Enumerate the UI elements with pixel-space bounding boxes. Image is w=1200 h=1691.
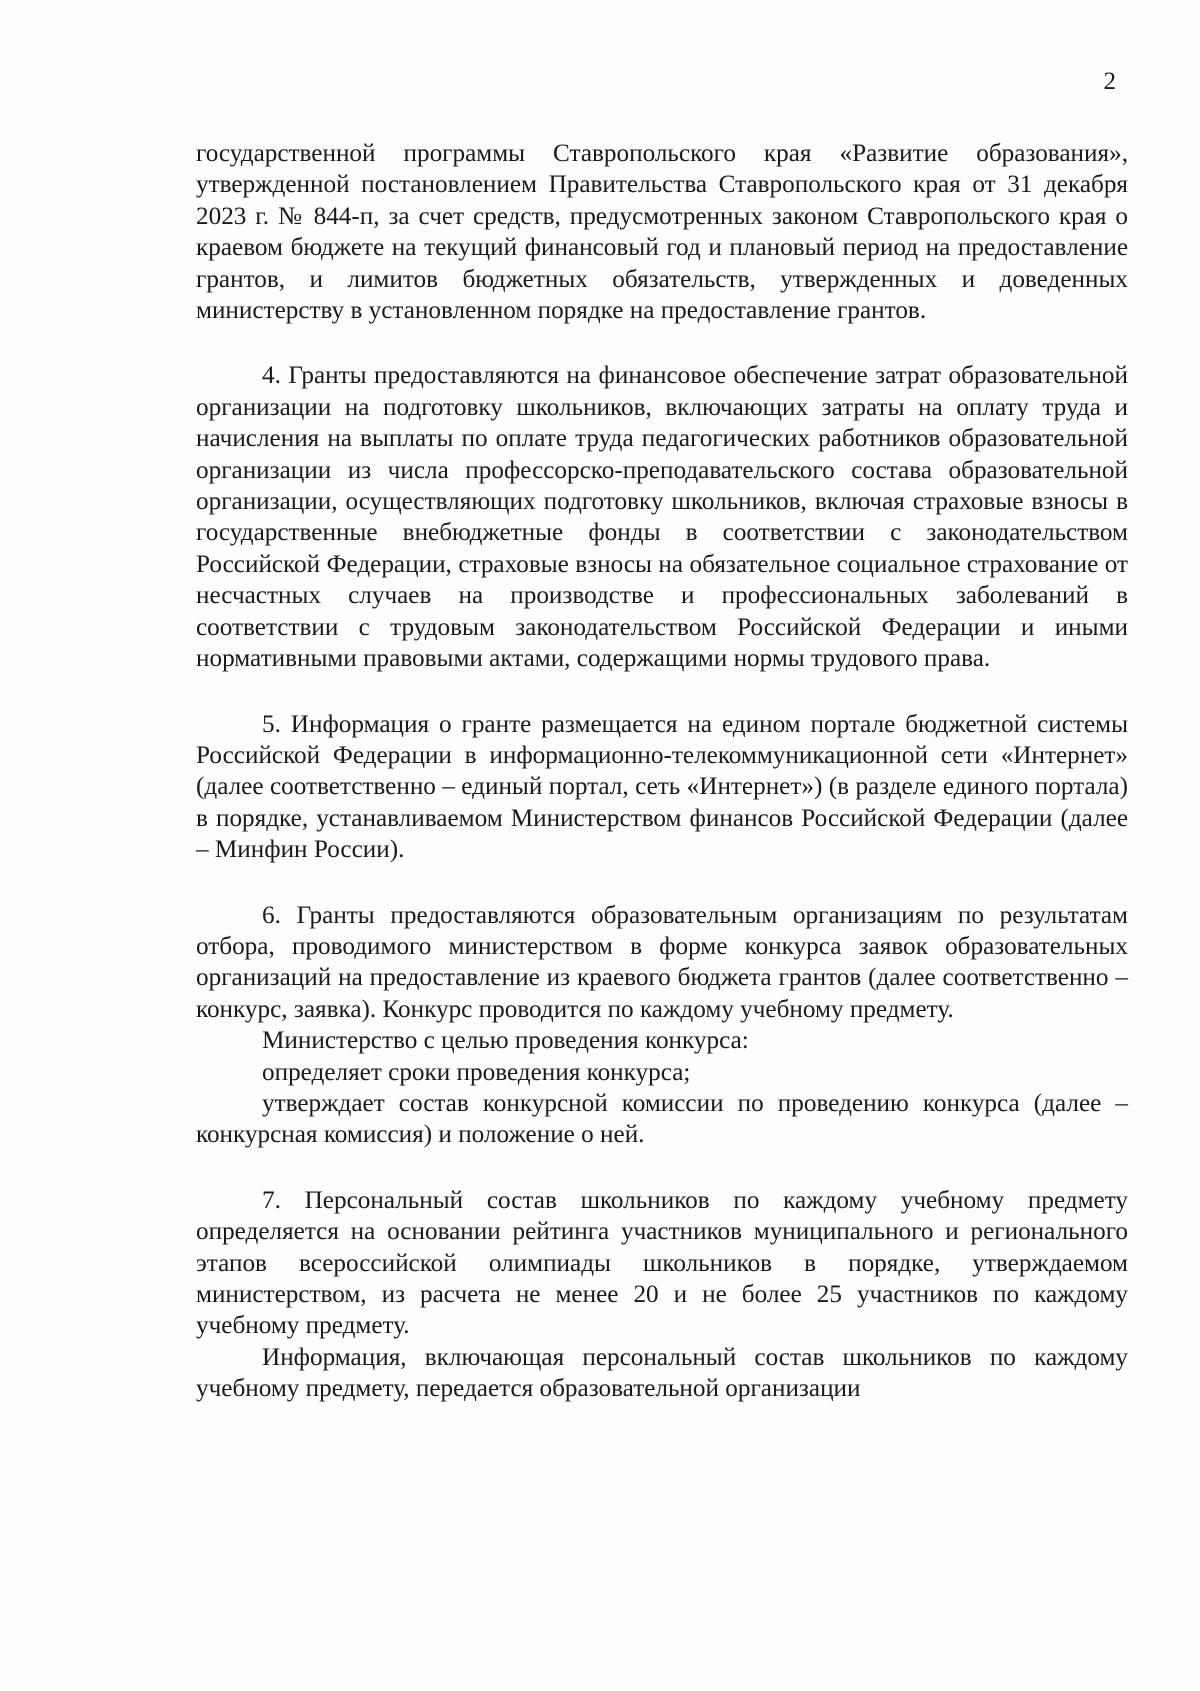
- paragraph-spacer: [196, 675, 1128, 709]
- paragraph-6-approve-commission: утверждает состав конкурсной комиссии по проведению конкурса (далее – конкурсная комиссия) и положение о ней.: [196, 1089, 1128, 1149]
- paragraph-spacer: [196, 1151, 1128, 1185]
- paragraph-7: 7. Персональный состав школьников по каждому учебному предмету определяется на основании рейтинга участников муниципального и регионального этапов всероссийской олимпиады школьников в порядке, утверждаемом министерством, из расчета не менее 20 и не более 25 участников по каждому учебному предмету.: [196, 1186, 1128, 1340]
- paragraph-7-information: Информация, включающая персональный состав школьников по каждому учебному предмету, передается образовательной организации: [196, 1343, 1128, 1403]
- paragraph-5: 5. Информация о гранте размещается на едином портале бюджетной системы Российской Федерации в информационно-телекоммуникационной сети «Интернет» (далее соответственно – единый портал, сеть «Интернет») (в разделе единого портала) в порядке, устанавливаемом Министерством финансов Российской Федерации (далее – Минфин России).: [196, 710, 1128, 864]
- paragraph-4: 4. Гранты предоставляются на финансовое обеспечение затрат образовательной организации на подготовку школьников, включающих затраты на оплату труда и начисления на выплаты по оплате труда педагогических работников образовательной организации из числа профессорско-преподавательского состава образовательной организации, осуществляющих подготовку школьников, включая страховые взносы в государственные внебюджетные фонды в соответствии с законодательством Российской Федерации, страховые взносы на обязательное социальное страхование от несчастных случаев на производстве и профессиональных заболеваний в соответствии с трудовым законодательством Российской Федерации и иными нормативными правовыми актами, содержащими нормы трудового права.: [196, 362, 1128, 673]
- paragraph-spacer: [196, 866, 1128, 900]
- paragraph-6-determine-terms: определяет сроки проведения конкурса;: [262, 1058, 691, 1086]
- paragraph-6: 6. Гранты предоставляются образовательным организациям по результатам отбора, проводимого министерством в форме конкурса заявок образовательных организаций на предоставление из краевого бюджета грантов (далее соответственно – конкурс, заявка). Конкурс проводится по каждому учебному предмету.: [196, 901, 1128, 1023]
- paragraph-6-ministry-purpose: Министерство с целью проведения конкурса:: [262, 1027, 749, 1055]
- paragraph-spacer: [196, 326, 1128, 360]
- page-number: 2: [1103, 68, 1116, 95]
- document-body: [196, 138, 1128, 1405]
- paragraph-3-continuation: государственной программы Ставропольского края «Развитие образования», утвержденной постановлением Правительства Ставропольского края от 31 декабря 2023 г. № 844-п, за счет средств, предусмотренных законом Ставропольского края о краевом бюджете на текущий финансовый год и плановый период на предоставление грантов, и лимитов бюджетных обязательств, утвержденных и доведенных министерству в установленном порядке на предоставление грантов.: [196, 140, 1128, 325]
